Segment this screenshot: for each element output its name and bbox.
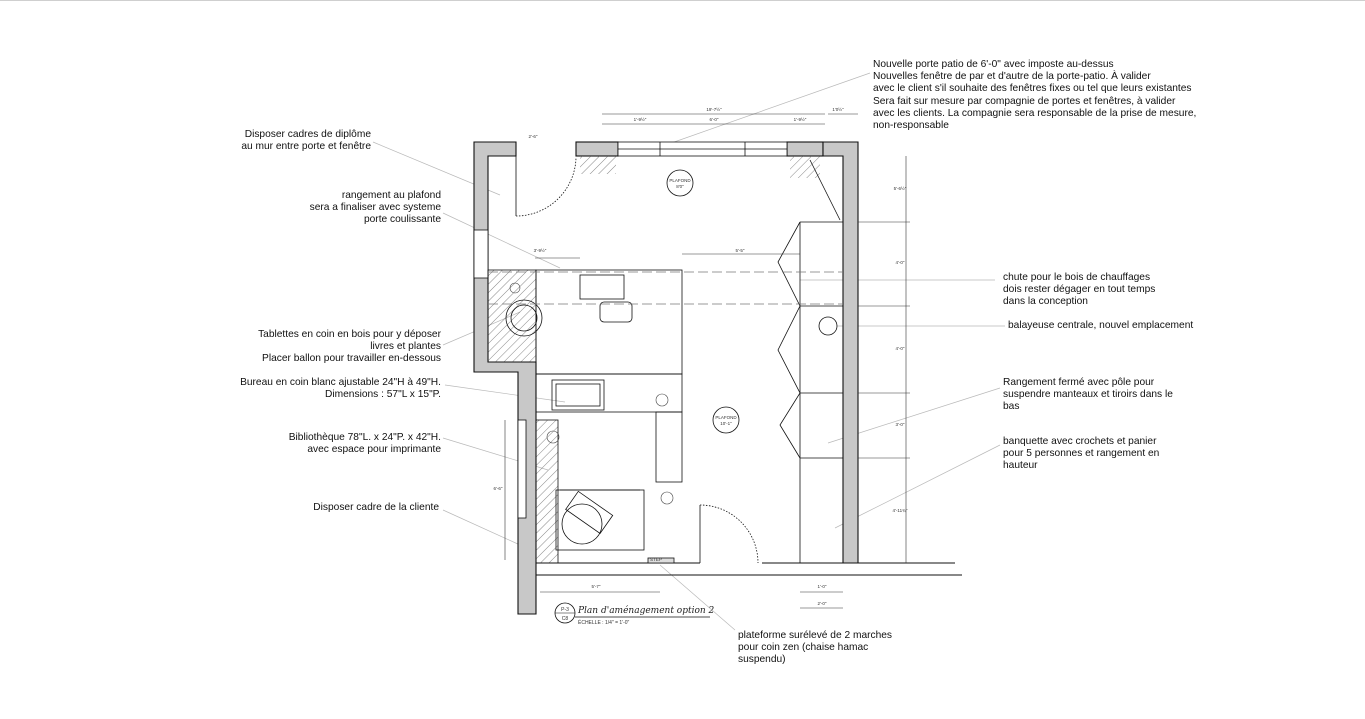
plan-title: Plan d'aménagement option 2 [578, 606, 715, 616]
note-rangement: Rangement fermé avec pôle pour suspendre manteaux et tiroirs dans le bas [1003, 377, 1173, 413]
dim-top-corner: 1'0½" [832, 107, 844, 112]
ceiling-height-2: 10'-1" [720, 421, 732, 426]
dim-top-right: 1'-9½" [793, 117, 807, 122]
dim-right-1: 5'-6½" [893, 186, 907, 191]
note-porte-patio: Nouvelle porte patio de 6'-0" avec imposte au-dessus Nouvelles fenêtre de par et d'autre de la porte-patio. À valider avec le client s'il souhaite des fenêtres fixes ou tel que leurs existantes Sera fait sur mesure par compagnie de portes et fenêtres, à valider avec les clients. La compagnie sera responsable de la prise de mesure, non-responsable [873, 59, 1197, 132]
bottom-wall [536, 563, 962, 575]
plan-scale: ÉCHELLE : 1/4" = 1'-0" [578, 620, 630, 626]
note-plateforme: plateforme surélevé de 2 marches pour coin zen (chaise hamac suspendu) [738, 630, 893, 666]
note-bureau: Bureau en coin blanc ajustable 24"H à 49"H. Dimensions : 57"L x 15"P. [240, 377, 441, 401]
dim-left-shelf: 6'-6" [493, 486, 503, 491]
corner-shelves [488, 156, 820, 563]
dim-left-top: 2'-6" [528, 134, 538, 139]
title-sheet-sub: C8 [561, 616, 569, 622]
note-balayeuse: balayeuse centrale, nouvel emplacement [1008, 320, 1194, 331]
zen-corner [556, 490, 674, 563]
note-cadre-cliente: Disposer cadre de la cliente [313, 502, 439, 513]
dim-top-left: 1'-9½" [633, 117, 647, 122]
note-diplome: Disposer cadres de diplôme au mur entre porte et fenêtre [241, 129, 371, 153]
note-bibliotheque: Bibliothèque 78"L. x 24"P. x 42"H. avec espace pour imprimante [288, 432, 441, 456]
dim-right-5: 4'-11¾" [892, 508, 908, 513]
note-plafond: rangement au plafond sera a finaliser avec systeme porte coulissante [309, 190, 441, 226]
dim-desk-right: 5'-5" [735, 248, 745, 253]
ceiling-label-2: PLAFOND [715, 415, 737, 420]
dim-top-total: 19'-7½" [706, 107, 722, 112]
right-storage-units [778, 160, 843, 563]
dim-right-2: 4'-0" [895, 260, 905, 265]
ceiling-markers [667, 170, 837, 433]
step-label: STEP [650, 557, 662, 562]
title-sheet: P-3 [561, 607, 569, 613]
exterior-walls [474, 142, 858, 614]
note-banquette: banquette avec crochets et panier pour 5 personnes et rangement en hauteur [1003, 436, 1160, 472]
note-tablettes: Tablettes en coin en bois pour y déposer livres et plantes Placer ballon pour travailler en-dessous [258, 329, 441, 365]
ceiling-height-1: 8'0" [676, 184, 684, 189]
dim-right-4: 3'-0" [895, 422, 905, 427]
dim-desk-left: 3'-9½" [533, 248, 547, 253]
dim-bottom-r2: 2'-0" [817, 601, 827, 606]
ceiling-label-1: PLAFOND [669, 178, 691, 183]
ceiling-storage-line [488, 272, 843, 304]
note-chute: chute pour le bois de chauffages dois rester dégager en tout temps dans la conception [1003, 272, 1156, 308]
leader-lines [373, 73, 1005, 630]
dim-right-3: 4'-0" [895, 346, 905, 351]
dim-bottom-zen: 5'-7" [591, 584, 601, 589]
dim-top-mid: 6'-0" [709, 117, 719, 122]
dim-bottom-r1: 1'-0" [817, 584, 827, 589]
